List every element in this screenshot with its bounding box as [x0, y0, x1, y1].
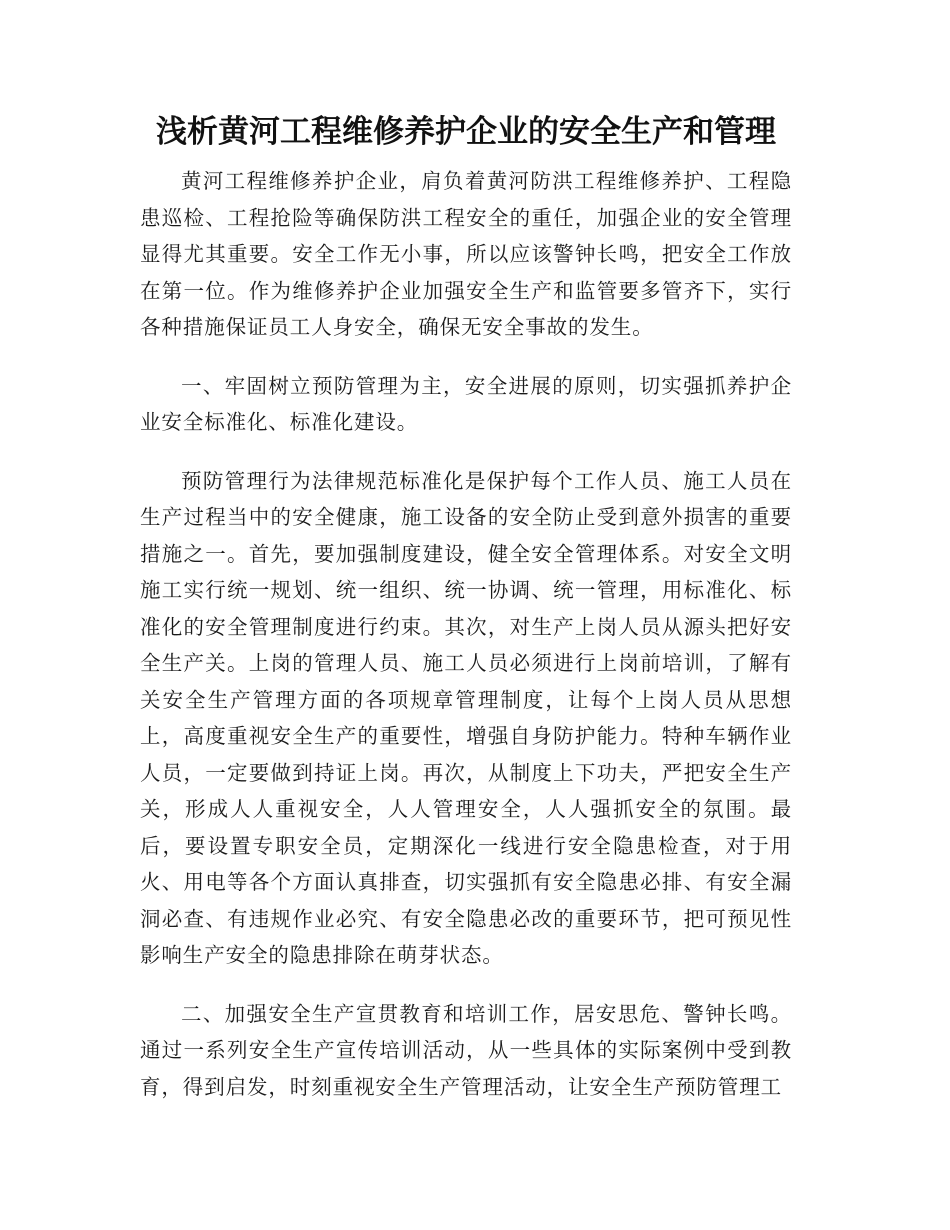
paragraph-section-1-heading: 一、牢固树立预防管理为主，安全进展的原则，切实强抓养护企业安全标准化、标准化建设。 [140, 373, 792, 434]
paragraph-section-2: 二、加强安全生产宣贯教育和培训工作，居安思危、警钟长鸣。通过一系列安全生产宣传培训活动，从一些具体的实际案例中受到教育，得到启发，时刻重视安全生产管理活动，让安全生产预防管理工 [140, 1001, 792, 1099]
document-body [140, 163, 792, 1127]
paragraph-intro: 黄河工程维修养护企业，肩负着黄河防洪工程维修养护、工程隐患巡检、工程抢险等确保防洪工程安全的重任，加强企业的安全管理显得尤其重要。安全工作无小事，所以应该警钟长鸣，把安全工作放在第一位。作为维修养护企业加强安全生产和监管要多管齐下，实行各种措施保证员工人身安全，确保无安全事故的发生。 [140, 169, 792, 339]
paragraph-section-1-body: 预防管理行为法律规范标准化是保护每个工作人员、施工人员在生产过程当中的安全健康，施工设备的安全防止受到意外损害的重要措施之一。首先，要加强制度建设，健全安全管理体系。对安全文明施工实行统一规划、统一组织、统一协调、统一管理，用标准化、标准化的安全管理制度进行约束。其次，对生产上岗人员从源头把好安全生产关。上岗的管理人员、施工人员必须进行上岗前培训，了解有关安全生产管理方面的各项规章管理制度，让每个上岗人员从思想上，高度重视安全生产的重要性，增强自身防护能力。特种车辆作业人员，一定要做到持证上岗。再次，从制度上下功夫，严把安全生产关，形成人人重视安全，人人管理安全，人人强抓安全的氛围。最后，要设置专职安全员，定期深化一线进行安全隐患检查，对于用火、用电等各个方面认真排查，切实强抓有安全隐患必排、有安全漏洞必查、有违规作业必究、有安全隐患必改的重要环节，把可预见性影响生产安全的隐患排除在萌芽状态。 [140, 468, 792, 967]
document-title: 浅析黄河工程维修养护企业的安全生产和管理 [156, 114, 776, 150]
